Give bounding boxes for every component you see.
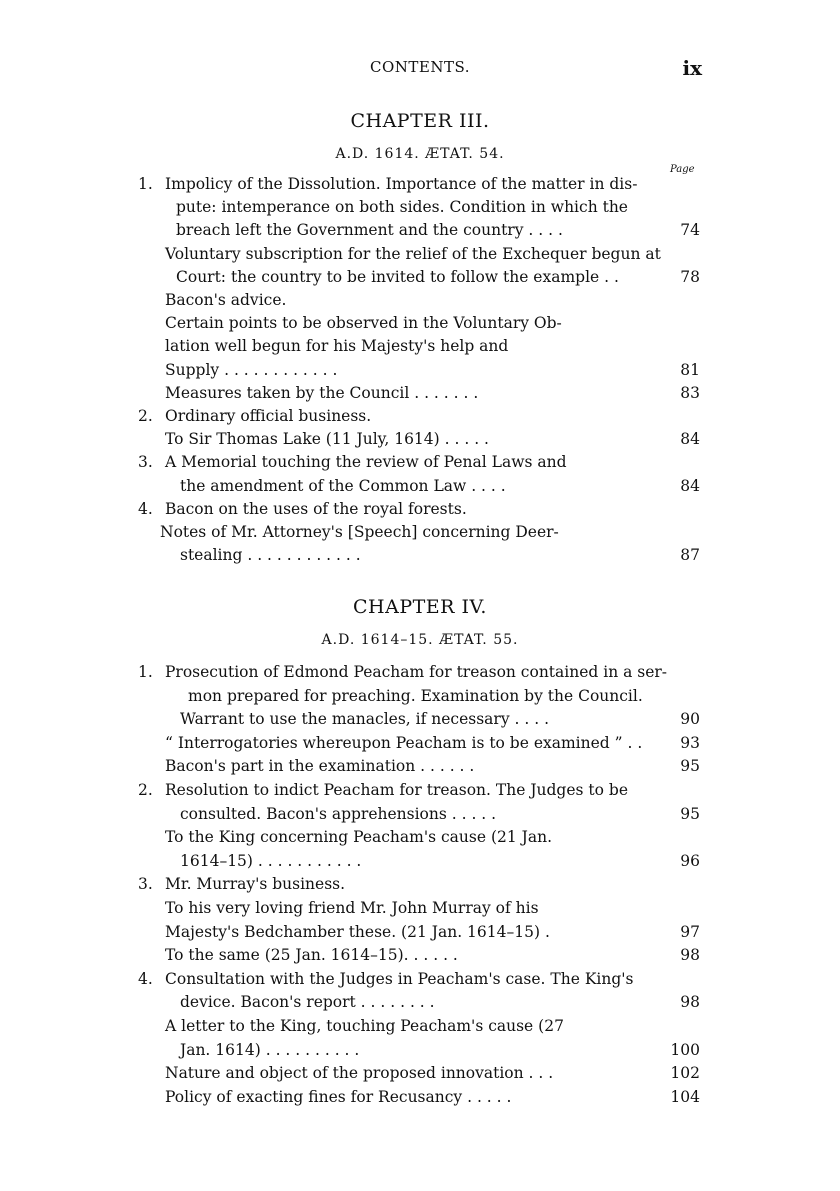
entry-page-number: 96 bbox=[680, 851, 700, 870]
entry-page-number: 81 bbox=[680, 360, 700, 379]
running-head-page-number: ix bbox=[682, 56, 702, 80]
entry-text: lation well begun for his Majesty's help and bbox=[165, 337, 509, 356]
entry-text: pute: intemperance on both sides. Condition in which the bbox=[176, 198, 628, 217]
entry-text: Resolution to indict Peacham for treason. The Judges to be bbox=[165, 781, 628, 799]
entry-page-number: 74 bbox=[680, 221, 700, 240]
entry-text: consulted. Bacon's apprehensions . . . . . bbox=[180, 804, 497, 823]
entry-text: Policy of exacting fines for Recusancy . . . . . bbox=[165, 1087, 512, 1106]
entry-number: 1. bbox=[138, 175, 153, 193]
entry-text: To the same (25 Jan. 1614–15). . . . . . bbox=[165, 946, 458, 965]
entry-text: Jan. 1614) . . . . . . . . . . bbox=[180, 1040, 360, 1059]
chapter-3-date: A.D. 1614. ÆTAT. 54. bbox=[335, 146, 505, 162]
entry-page-number: 98 bbox=[680, 946, 700, 965]
entry-page-number: 84 bbox=[680, 430, 700, 449]
chapter-4-heading: CHAPTER IV. bbox=[353, 596, 487, 618]
entry-text: A letter to the King, touching Peacham's cause (27 bbox=[165, 1017, 564, 1035]
entry-text: A Memorial touching the review of Penal Laws and bbox=[165, 453, 567, 472]
entry-text: Bacon's part in the examination . . . . . . bbox=[165, 757, 475, 776]
entry-text: To the King concerning Peacham's cause (21 Jan. bbox=[165, 828, 553, 847]
entry-text: Bacon's advice. bbox=[165, 291, 287, 309]
entry-page-number: 84 bbox=[680, 476, 700, 495]
entry-page-number: 93 bbox=[680, 733, 700, 752]
entry-text: To his very loving friend Mr. John Murray of his bbox=[165, 899, 539, 917]
page-column-label: Page bbox=[670, 164, 695, 175]
entry-number: 1. bbox=[138, 663, 153, 681]
entry-text: Prosecution of Edmond Peacham for treason contained in a ser- bbox=[165, 663, 668, 681]
entry-number: 3. bbox=[138, 875, 153, 894]
entry-text: Majesty's Bedchamber these. (21 Jan. 1614–15) . bbox=[165, 922, 550, 941]
entry-text: Bacon on the uses of the royal forests. bbox=[165, 499, 467, 518]
entry-text: Notes of Mr. Attorney's [Speech] concerning Deer- bbox=[160, 523, 559, 541]
entry-text: Impolicy of the Dissolution. Importance of the matter in dis- bbox=[165, 175, 638, 193]
entry-page-number: 78 bbox=[680, 267, 700, 286]
entry-text: mon prepared for preaching. Examination by the Council. bbox=[188, 686, 643, 705]
entry-number: 2. bbox=[138, 407, 153, 425]
entry-text: Voluntary subscription for the relief of the Exchequer begun at bbox=[165, 244, 661, 263]
entry-number: 4. bbox=[138, 499, 153, 518]
entry-page-number: 100 bbox=[670, 1040, 700, 1059]
entry-text: Consultation with the Judges in Peacham's case. The King's bbox=[165, 969, 634, 988]
entry-text: Ordinary official business. bbox=[165, 407, 372, 425]
entry-page-number: 102 bbox=[670, 1064, 700, 1083]
entry-text: Measures taken by the Council . . . . . . . bbox=[165, 383, 479, 402]
entry-text: “ Interrogatories whereupon Peacham is to be examined ” . . bbox=[165, 733, 643, 752]
entry-page-number: 95 bbox=[680, 757, 700, 776]
entry-text: To Sir Thomas Lake (11 July, 1614) . . . . . bbox=[165, 430, 489, 449]
entry-text: Nature and object of the proposed innovation . . . bbox=[165, 1064, 554, 1083]
entry-page-number: 98 bbox=[680, 993, 700, 1012]
entry-text: the amendment of the Common Law . . . . bbox=[180, 476, 506, 495]
chapter-3-heading: CHAPTER III. bbox=[350, 110, 490, 132]
entry-page-number: 104 bbox=[670, 1087, 700, 1106]
entry-number: 2. bbox=[138, 781, 153, 799]
entry-page-number: 83 bbox=[680, 383, 700, 402]
running-head-title: CONTENTS. bbox=[370, 58, 470, 76]
entry-text: Court: the country to be invited to follow the example . . bbox=[176, 267, 619, 286]
entry-text: breach left the Government and the country . . . . bbox=[176, 221, 563, 240]
entry-number: 4. bbox=[138, 969, 153, 988]
entry-page-number: 87 bbox=[680, 546, 700, 565]
entry-page-number: 90 bbox=[680, 710, 700, 729]
running-head bbox=[0, 58, 840, 82]
entry-text: 1614–15) . . . . . . . . . . . bbox=[180, 851, 362, 870]
chapter-4-date: A.D. 1614–15. ÆTAT. 55. bbox=[321, 632, 519, 648]
entry-text: Mr. Murray's business. bbox=[165, 875, 346, 894]
entry-page-number: 97 bbox=[680, 922, 700, 941]
entry-text: Warrant to use the manacles, if necessary . . . . bbox=[180, 710, 550, 729]
entry-text: stealing . . . . . . . . . . . . bbox=[180, 546, 361, 565]
entry-text: device. Bacon's report . . . . . . . . bbox=[180, 993, 435, 1012]
entry-text: Certain points to be observed in the Voluntary Ob- bbox=[165, 314, 562, 333]
entry-page-number: 95 bbox=[680, 804, 700, 823]
entry-text: Supply . . . . . . . . . . . . bbox=[165, 360, 338, 379]
entry-number: 3. bbox=[138, 453, 153, 472]
